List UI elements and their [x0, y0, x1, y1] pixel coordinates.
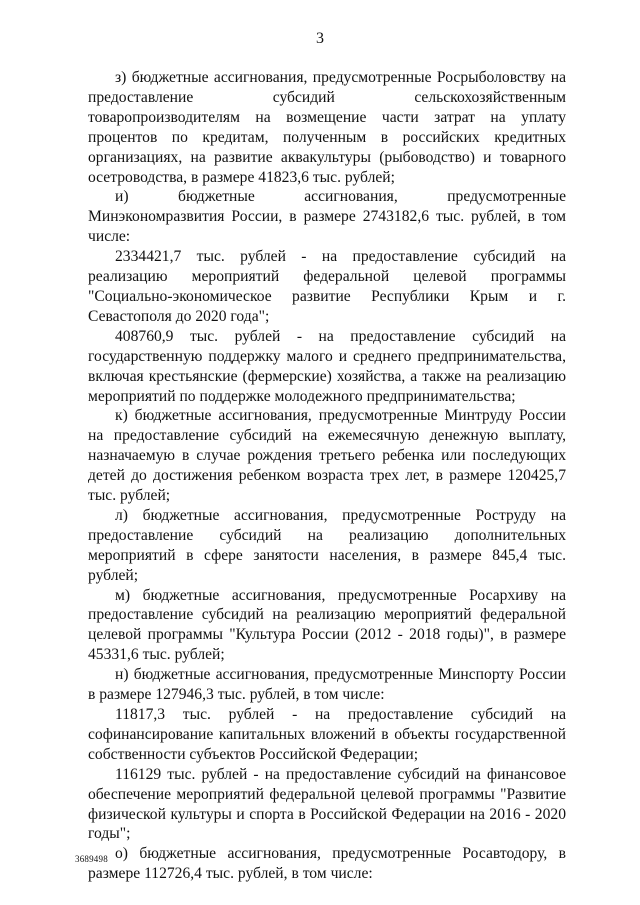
- document-body: [88, 68, 566, 884]
- paragraph-capital-investments: 11817,3 тыс. рублей - на предоставление субсидий на софинансирование капитальных вложений в объекты государственной собственности субъектов Российской Федерации;: [88, 706, 566, 763]
- document-code: 3689498: [75, 854, 108, 864]
- paragraph-crimea-program: 2334421,7 тыс. рублей - на предоставление субсидий на реализацию мероприятий федеральной целевой программы "Социально-экономическое развитие Республики Крым и г. Севастополя до 2020 года";: [88, 248, 566, 325]
- paragraph-k-mintrud: к) бюджетные ассигнования, предусмотренные Минтруду России на предоставление субсидий на ежемесячную денежную выплату, назначаемую в случае рождения третьего ребенка или последующих детей до достижения ребенком возраста трех лет, в размере 120425,7 тыс. рублей;: [88, 407, 566, 505]
- paragraph-m-rosarkhiv: м) бюджетные ассигнования, предусмотренные Росархиву на предоставление субсидий на реализацию мероприятий федеральной целевой программы "Культура России (2012 - 2018 годы)", в размере 45331,6 тыс. рублей;: [88, 586, 566, 664]
- paragraph-l-rostrud: л) бюджетные ассигнования, предусмотренные Роструду на предоставление субсидий на реализацию дополнительных мероприятий в сфере занятости населения, в размере 845,4 тыс. рублей;: [88, 506, 566, 584]
- paragraph-z-rosrybolovstvo: з) бюджетные ассигнования, предусмотренные Росрыболовству на предоставление субсидий сельскохозяйственным товаропроизводителям на возмещение части затрат на уплату процентов по кредитам, полученным в российских кредитных организациях, на развитие аквакультуры (рыбоводство) и товарного осетроводства, в размере 41823,6 тыс. рублей;: [88, 69, 566, 186]
- paragraph-o-rosavtodor: о) бюджетные ассигнования, предусмотренные Росавтодору, в размере 112726,4 тыс. рублей, в том числе:: [88, 845, 566, 883]
- paragraph-small-business: 408760,9 тыс. рублей - на предоставление субсидий на государственную поддержку малого и среднего предпринимательства, включая крестьянские (фермерские) хозяйства, а также на реализацию мероприятий по поддержке молодежного предпринимательства;: [88, 327, 566, 405]
- paragraph-i-minekonomrazvitiya: и) бюджетные ассигнования, предусмотренные Минэкономразвития России, в размере 2743182,6 тыс. рублей, в том числе:: [88, 188, 566, 246]
- page-number: 3: [316, 30, 324, 47]
- paragraph-sport-program: 116129 тыс. рублей - на предоставление субсидий на финансовое обеспечение мероприятий федеральной целевой программы "Развитие физической культуры и спорта в Российской Федерации на 2016 - 2020 годы";: [88, 765, 566, 843]
- paragraph-n-minsport: н) бюджетные ассигнования, предусмотренные Минспорту России в размере 127946,3 тыс. рублей, в том числе:: [88, 666, 566, 704]
